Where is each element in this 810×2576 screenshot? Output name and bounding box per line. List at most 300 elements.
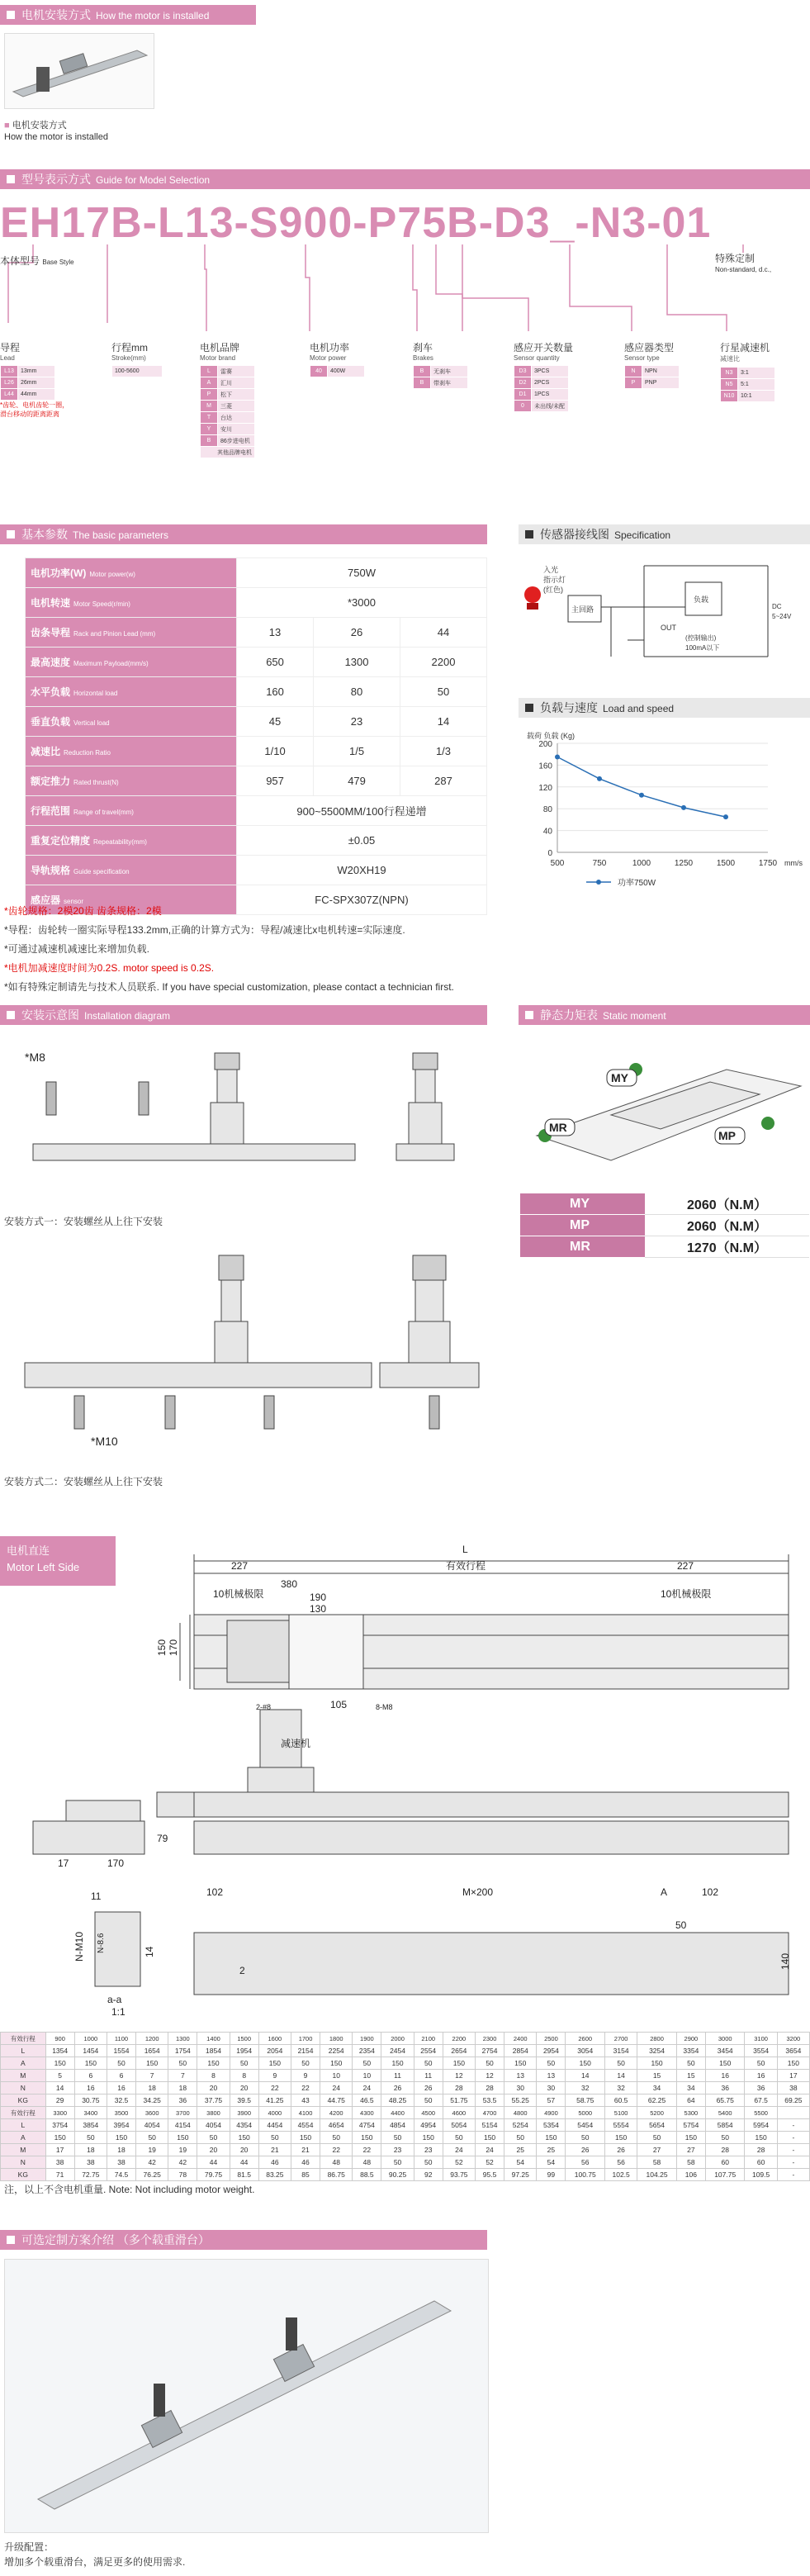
- dim-cell: 4554: [291, 2119, 320, 2132]
- dim-cell: 1000: [74, 2033, 107, 2045]
- section-header-load-speed: [519, 698, 810, 718]
- option-value: 1PCS: [532, 389, 569, 401]
- dim-cell: 102.5: [605, 2169, 637, 2181]
- dim-cell: 41.25: [258, 2094, 291, 2107]
- note-line: *导程：齿轮转一圈实际导程133.2mm,正确的计算方式为：导程/减速比x电机转速=实际速度.: [4, 924, 405, 936]
- param-value: ±0.05: [237, 826, 487, 856]
- dim-cell: 26: [566, 2144, 605, 2156]
- dim-190: 190: [310, 1592, 327, 1603]
- moment-value: 2060（N.M）: [645, 1215, 809, 1236]
- dim-effective: 有效行程: [446, 1560, 486, 1572]
- option-value: 松下: [218, 389, 255, 401]
- dim-cell: 20: [197, 2082, 230, 2094]
- dim-cell: 14: [605, 2070, 637, 2082]
- dim-cell: 50: [197, 2132, 230, 2144]
- moment-label-mp: MP: [718, 1129, 736, 1142]
- dim-cell: 52: [476, 2156, 504, 2169]
- option-value: 26mm: [18, 377, 55, 389]
- dim-cell: 2000: [381, 2033, 414, 2045]
- option-code: N3: [721, 368, 738, 379]
- dim-cell: 17: [777, 2070, 809, 2082]
- dim-cell: 18: [136, 2082, 168, 2094]
- dim-aa: a-a: [107, 1994, 122, 2005]
- moment-label-my: MY: [611, 1071, 628, 1084]
- option-code: B: [201, 435, 218, 447]
- moment-key: MY: [520, 1193, 645, 1215]
- dim-limit-left: 10机械极限: [213, 1588, 264, 1600]
- dim-cell: 2454: [381, 2045, 414, 2057]
- dim-cell: 150: [605, 2132, 637, 2144]
- dim-cell: 20: [230, 2144, 258, 2156]
- dim-cell: 5154: [476, 2119, 504, 2132]
- option-code: P: [201, 389, 218, 401]
- option-sensor-qty-table: [514, 365, 569, 412]
- dim-cell: 58: [637, 2156, 677, 2169]
- dim-cell: 150: [676, 2132, 705, 2144]
- dim-cell: 150: [258, 2057, 291, 2070]
- dim-cell: 5854: [705, 2119, 745, 2132]
- dim-cell: 74.5: [107, 2169, 135, 2181]
- param-en: Guide specification: [73, 868, 130, 875]
- dim-cell: 3854: [74, 2119, 107, 2132]
- dim-cell: 32.5: [107, 2094, 135, 2107]
- dim-11: 11: [91, 1890, 102, 1902]
- dim-cell: 50: [566, 2132, 605, 2144]
- option-brake-cn: 刹车: [413, 342, 433, 353]
- option-value: 未出线/未配: [532, 401, 569, 412]
- dim-row-label: N: [1, 2156, 46, 2169]
- moment-key: MP: [520, 1215, 645, 1236]
- m8-label: *M8: [25, 1051, 45, 1064]
- x-tick-label: 1250: [674, 859, 694, 868]
- section-title-cn: 传感器接线图: [540, 528, 609, 541]
- param-en: Horizontal load: [73, 690, 118, 697]
- dim-cell: 28: [443, 2082, 475, 2094]
- y-tick-label: 200: [538, 740, 552, 749]
- param-value: 957: [237, 766, 314, 796]
- dim-cell: 150: [381, 2057, 414, 2070]
- section-title-en: How the motor is installed: [96, 10, 210, 21]
- dim-170: 170: [107, 1857, 125, 1869]
- dim-cell: 1554: [107, 2045, 135, 2057]
- dim-cell: 39.5: [230, 2094, 258, 2107]
- dim-cell: 2354: [353, 2045, 381, 2057]
- x-tick-label: 750: [592, 859, 607, 868]
- option-stroke-table: [111, 365, 163, 377]
- static-moment-diagram: [520, 1037, 809, 1185]
- param-value: 750W: [237, 558, 487, 588]
- option-brake-table: [413, 365, 468, 389]
- param-en: Rated thrust(N): [73, 779, 119, 786]
- option-brand-en: Motor brand: [200, 354, 236, 362]
- dim-cell: 90.25: [381, 2169, 414, 2181]
- dim-cell: 8: [230, 2070, 258, 2082]
- wiring-current: 100mA以下: [685, 644, 720, 652]
- dim-cell: 1854: [197, 2045, 230, 2057]
- option-power-en: Motor power: [310, 354, 347, 362]
- dim-cell: 1654: [136, 2045, 168, 2057]
- dim-cell: 12: [476, 2070, 504, 2082]
- install-method-2: 安装方式二：安装螺丝从上往下安装: [4, 1476, 163, 1487]
- dim-cell: 150: [320, 2057, 353, 2070]
- dim-cell: 20: [197, 2144, 230, 2156]
- option-stroke-en: Stroke(mm): [111, 354, 146, 362]
- dim-cell: 4954: [414, 2119, 443, 2132]
- dim-cell: 1954: [230, 2045, 258, 2057]
- section-header-install-method: [0, 5, 256, 25]
- param-value: 2200: [400, 648, 487, 677]
- param-name: [26, 558, 237, 588]
- option-code: A: [201, 377, 218, 389]
- param-en: Reduction Ratio: [64, 749, 111, 757]
- dim-cell: 5554: [605, 2119, 637, 2132]
- dimension-drawing: [0, 1536, 810, 2032]
- x-axis-unit: mm/s: [784, 859, 803, 867]
- dim-cell: 50: [291, 2057, 320, 2070]
- dim-cell: 5: [45, 2070, 74, 2082]
- custom-caption-line1: 升级配置：: [4, 2541, 54, 2553]
- dim-cell: 76.25: [136, 2169, 168, 2181]
- bullet-square-icon: [7, 11, 15, 19]
- y-tick-label: 80: [542, 805, 552, 815]
- param-name: [26, 737, 237, 766]
- dim-cell: 22: [258, 2082, 291, 2094]
- option-code: 0: [514, 401, 532, 412]
- dim-cell: 56: [566, 2156, 605, 2169]
- option-code: M: [201, 401, 218, 412]
- dim-cell: 2954: [537, 2045, 566, 2057]
- dim-cell: 29: [45, 2094, 74, 2107]
- bullet-square-icon: [525, 530, 533, 538]
- dimension-table: [0, 2032, 810, 2181]
- section-header-basic-params: [0, 524, 487, 544]
- option-value: 三菱: [218, 401, 255, 412]
- dim-cell: 38: [777, 2082, 809, 2094]
- dim-cell: 3954: [107, 2119, 135, 2132]
- legend-marker: [596, 880, 601, 885]
- option-value: 无刹车: [431, 366, 468, 377]
- dim-cell: 50: [107, 2057, 135, 2070]
- wiring-main-circuit: 主回路: [571, 605, 594, 614]
- option-value: 2PCS: [532, 377, 569, 389]
- dim-cell: 20: [230, 2082, 258, 2094]
- moment-row: [520, 1236, 809, 1258]
- dim-cell: 3100: [745, 2033, 777, 2045]
- option-code: N5: [721, 379, 738, 391]
- option-reducer-cn: 行星减速机: [720, 342, 770, 353]
- dim-cell: 13: [504, 2070, 537, 2082]
- param-name: [26, 796, 237, 826]
- param-row: [26, 677, 487, 707]
- section-title-en: Guide for Model Selection: [96, 174, 211, 186]
- option-sensor-qty: [514, 340, 573, 412]
- dim-cell: 34: [637, 2082, 677, 2094]
- multi-slide-illustration: [5, 2260, 488, 2532]
- dim-row: [1, 2107, 810, 2119]
- dim-cell: 50: [414, 2094, 443, 2107]
- option-lead: [0, 340, 69, 419]
- section-header-custom: [0, 2230, 487, 2250]
- dim-cell: 5300: [676, 2107, 705, 2119]
- dim-cell: 4754: [353, 2119, 381, 2132]
- param-value: 287: [400, 766, 487, 796]
- dim-cell: 3300: [45, 2107, 74, 2119]
- dim-cell: 99: [537, 2169, 566, 2181]
- dim-cell: 19: [136, 2144, 168, 2156]
- dim-row: [1, 2132, 810, 2144]
- dim-cell: 150: [45, 2132, 74, 2144]
- wiring-indicator-color: (红色): [543, 586, 563, 594]
- dim-cell: 3800: [197, 2107, 230, 2119]
- base-style-en: Base Style: [42, 259, 74, 266]
- dim-cell: 2300: [476, 2033, 504, 2045]
- dim-cell: 3054: [566, 2045, 605, 2057]
- dim-cell: 11: [381, 2070, 414, 2082]
- dim-cell: 2854: [504, 2045, 537, 2057]
- dim-cell: 4500: [414, 2107, 443, 2119]
- dim-row-label: L: [1, 2045, 46, 2057]
- dim-M200: M×200: [462, 1886, 494, 1898]
- option-value: 10:1: [738, 391, 775, 402]
- dim-cell: 150: [637, 2057, 677, 2070]
- option-sensor-qty-cn: 感应开关数量: [514, 342, 574, 353]
- dim-cell: 2700: [605, 2033, 637, 2045]
- option-stroke-cn: 行程mm: [111, 342, 148, 353]
- dim-79: 79: [157, 1833, 168, 1844]
- param-value: 900~5500MM/100行程递增: [237, 796, 487, 826]
- param-row: [26, 648, 487, 677]
- dim-row: [1, 2082, 810, 2094]
- option-lead-en: Lead: [0, 354, 15, 362]
- section-title-en: Static moment: [603, 1010, 666, 1022]
- dim-cell: 3000: [705, 2033, 745, 2045]
- dim-cell: 19: [168, 2144, 197, 2156]
- dim-cell: 4454: [258, 2119, 291, 2132]
- dim-cell: 1100: [107, 2033, 135, 2045]
- dim-2m8: 2-#8: [256, 1703, 272, 1711]
- param-cn: 重复定位精度: [31, 835, 91, 847]
- motor-install-photo: [4, 33, 154, 109]
- param-cn: 电机转速: [31, 597, 71, 609]
- dim-row: [1, 2169, 810, 2181]
- dim-cell: 150: [705, 2057, 745, 2070]
- wiring-out: OUT: [661, 624, 676, 632]
- option-value: 44mm: [18, 389, 55, 401]
- section-header-install-diagram: [0, 1005, 487, 1025]
- dim-cell: 24: [320, 2082, 353, 2094]
- dim-cell: 3600: [136, 2107, 168, 2119]
- dim-cell: 4854: [381, 2119, 414, 2132]
- param-value: 160: [237, 677, 314, 707]
- dim-cell: 24: [443, 2144, 475, 2156]
- dim-cell: 50: [745, 2057, 777, 2070]
- param-value: 80: [314, 677, 400, 707]
- dim-cell: 150: [504, 2057, 537, 2070]
- section-title-cn: 静态力矩表: [540, 1008, 598, 1022]
- dim-cell: 18: [74, 2144, 107, 2156]
- lead-note-2: 滑台移动的距离距离: [0, 410, 59, 418]
- section-title-en: The basic parameters: [73, 529, 169, 541]
- dim-14: 14: [144, 1946, 155, 1957]
- param-value: 13: [237, 618, 314, 648]
- param-en: Rack and Pinion Lead (mm): [73, 630, 156, 638]
- option-value: 其他品牌电机: [201, 447, 255, 458]
- dim-cell: 60: [745, 2156, 777, 2169]
- dim-cell: 46.5: [353, 2094, 381, 2107]
- dim-cell: 150: [197, 2057, 230, 2070]
- dim-8m8: 8-M8: [376, 1703, 393, 1711]
- dim-cell: 42: [136, 2156, 168, 2169]
- dim-cell: 50: [705, 2132, 745, 2144]
- dim-cell: 150: [443, 2057, 475, 2070]
- dim-cell: 48: [353, 2156, 381, 2169]
- dim-cell: 72.75: [74, 2169, 107, 2181]
- dim-cell: 5500: [745, 2107, 777, 2119]
- dim-cell: 16: [74, 2082, 107, 2094]
- data-point: [555, 755, 560, 760]
- dim-cell: 16: [107, 2082, 135, 2094]
- dim-cell: 38: [45, 2156, 74, 2169]
- dim-A: A: [661, 1886, 668, 1898]
- dim-row: [1, 2070, 810, 2082]
- dim-cell: 55.25: [504, 2094, 537, 2107]
- option-code: D1: [514, 389, 532, 401]
- dim-cell: 12: [443, 2070, 475, 2082]
- option-sensor-type-cn: 感应器类型: [624, 342, 675, 353]
- install-caption-cn: 电机安装方式: [12, 121, 67, 130]
- dim-cell: 3654: [777, 2045, 809, 2057]
- section-title-cn: 安装示意图: [21, 1008, 79, 1022]
- dim-cell: 3754: [45, 2119, 74, 2132]
- dim-130: 130: [310, 1603, 327, 1615]
- dim-cell: 28: [476, 2082, 504, 2094]
- param-value: 650: [237, 648, 314, 677]
- param-value: 14: [400, 707, 487, 737]
- special-label: [715, 254, 771, 275]
- option-sensor-type-table: [624, 365, 680, 389]
- dim-cell: 21: [258, 2144, 291, 2156]
- dim-cell: 48.25: [381, 2094, 414, 2107]
- option-code: L26: [1, 377, 18, 389]
- moment-label-mr: MR: [549, 1121, 567, 1134]
- dim-cell: 150: [168, 2132, 197, 2144]
- option-value: 安川: [218, 424, 255, 435]
- dim-cell: 150: [777, 2057, 809, 2070]
- dim-cell: 4400: [381, 2107, 414, 2119]
- param-cn: 感应器: [31, 894, 61, 906]
- bullet-square-icon: [7, 1011, 15, 1019]
- dim-cell: 30: [537, 2082, 566, 2094]
- special-cn: 特殊定制: [715, 253, 756, 264]
- dim-cell: 3154: [605, 2045, 637, 2057]
- param-cn: 电机功率(W): [31, 567, 87, 579]
- dim-cell: 104.25: [637, 2169, 677, 2181]
- wiring-load: 负载: [694, 595, 709, 604]
- actuator-illustration: [5, 34, 154, 108]
- moment-row: [520, 1215, 809, 1236]
- dim-cell: 50: [637, 2132, 677, 2144]
- dim-cell: 71: [45, 2169, 74, 2181]
- dim-cell: 5454: [566, 2119, 605, 2132]
- option-brand-table: [200, 365, 255, 458]
- install-method-1: 安装方式一：安装螺丝从上往下安装: [4, 1216, 163, 1227]
- dim-cell: 86.75: [320, 2169, 353, 2181]
- section-title-en: Installation diagram: [84, 1010, 171, 1022]
- param-value: *3000: [237, 588, 487, 618]
- dim-cell: 15: [676, 2070, 705, 2082]
- dim-cell: 5054: [443, 2119, 475, 2132]
- dim-cell: 38: [74, 2156, 107, 2169]
- custom-caption: [4, 2540, 185, 2569]
- param-value: 1/3: [400, 737, 487, 766]
- wiring-control-output: (控制输出): [685, 634, 717, 642]
- dim-cell: 34: [676, 2082, 705, 2094]
- data-point: [723, 814, 728, 819]
- dim-row-label: 有效行程: [1, 2033, 46, 2045]
- dim-cell: 150: [745, 2132, 777, 2144]
- dim-row: [1, 2144, 810, 2156]
- option-code: N10: [721, 391, 738, 402]
- param-value: 44: [400, 618, 487, 648]
- dim-cell: 32: [605, 2082, 637, 2094]
- option-power-cn: 电机功率: [310, 342, 350, 353]
- dim-row-label: 有效行程: [1, 2107, 46, 2119]
- dim-cell: 50: [258, 2132, 291, 2144]
- dim-cell: 2654: [443, 2045, 475, 2057]
- dim-cell: 4200: [320, 2107, 353, 2119]
- dim-cell: 6: [107, 2070, 135, 2082]
- dim-cell: 97.25: [504, 2169, 537, 2181]
- section-header-sensor-wiring: [519, 524, 810, 544]
- dim-cell: 7: [168, 2070, 197, 2082]
- dim-cell: 36: [705, 2082, 745, 2094]
- param-row: [26, 737, 487, 766]
- dim-cell: 27: [637, 2144, 677, 2156]
- dim-cell: 150: [476, 2132, 504, 2144]
- dim-cell: 65.75: [705, 2094, 745, 2107]
- dim-cell: 37.75: [197, 2094, 230, 2107]
- param-value: 26: [314, 618, 400, 648]
- section-title-cn: 电机安装方式: [21, 8, 91, 21]
- wiring-indicator: 指示灯: [543, 576, 566, 584]
- dim-cell: 4800: [504, 2107, 537, 2119]
- dim-cell: 22: [320, 2144, 353, 2156]
- param-value: 1300: [314, 648, 400, 677]
- option-value: 台达: [218, 412, 255, 424]
- param-en: Vertical load: [73, 719, 110, 727]
- dim-cell: 106: [676, 2169, 705, 2181]
- dim-cell: 4000: [258, 2107, 291, 2119]
- dim-row: [1, 2156, 810, 2169]
- dim-cell: 14: [566, 2070, 605, 2082]
- dim-cell: 24: [476, 2144, 504, 2156]
- dim-cell: 2154: [291, 2045, 320, 2057]
- install-caption: ■ 电机安装方式 How the motor is installed: [4, 121, 108, 142]
- dim-cell: 25: [537, 2144, 566, 2156]
- install-caption-en: How the motor is installed: [4, 132, 108, 142]
- motor-left-en: Motor Left Side: [7, 1561, 80, 1573]
- dim-cell: 50: [320, 2132, 353, 2144]
- dim-cell: 22: [291, 2082, 320, 2094]
- base-style-label: [0, 254, 74, 268]
- option-sensor-qty-en: Sensor quantity: [514, 354, 560, 362]
- dim-cell: 3254: [637, 2045, 677, 2057]
- dim-cell: 32: [566, 2082, 605, 2094]
- dim-cell: 2554: [414, 2045, 443, 2057]
- dim-cell: 2600: [566, 2033, 605, 2045]
- param-cn: 行程范围: [31, 805, 71, 817]
- dim-17: 17: [58, 1857, 69, 1869]
